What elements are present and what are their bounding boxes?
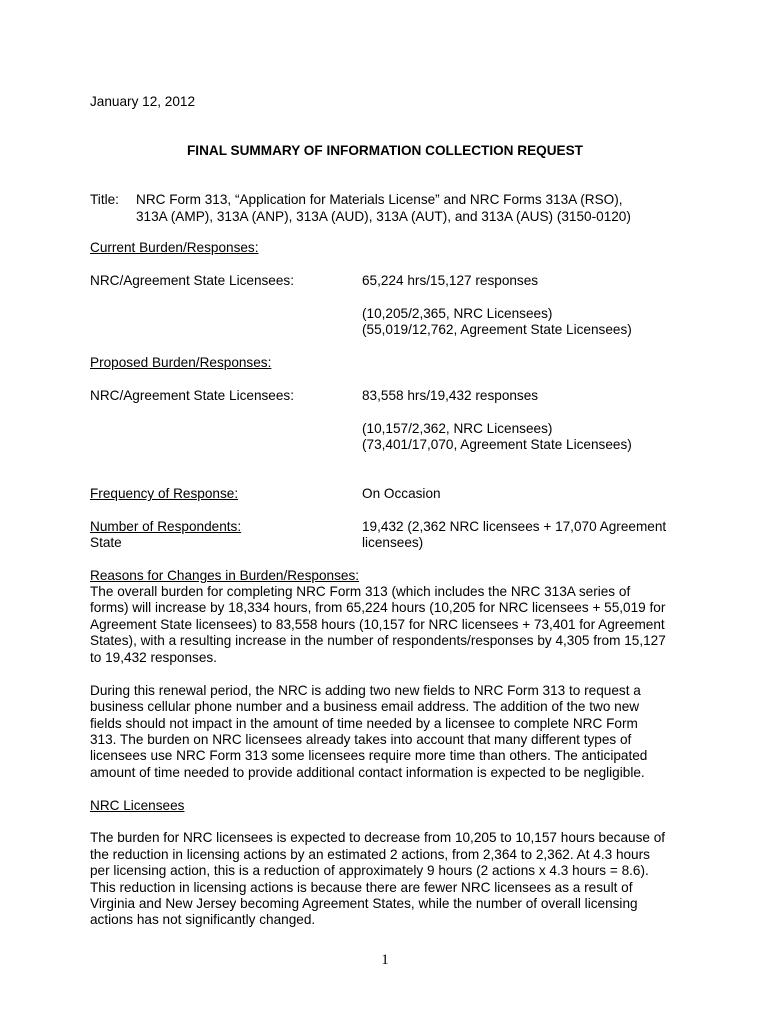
renewal-line: 313. The burden on NRC licensees already takes into account that many different types of (90, 732, 632, 747)
renewal-line: fields should not impact in the amount of time needed by a licensee to complete NRC Form (90, 716, 638, 731)
nrc-line: per licensing action, this is a reduction of approximately 9 hours (2 actions x 4.3 hours = 8.6). (90, 863, 649, 878)
renewal-line: During this renewal period, the NRC is adding two new fields to NRC Form 313 to request a (90, 683, 641, 698)
proposed-burden-total: 83,558 hrs/19,432 responses (362, 388, 539, 403)
renewal-line: business cellular phone number and a business email address. The addition of the two new (90, 699, 640, 714)
nrc-line: This reduction in licensing actions is because there are fewer NRC licensees as a result of (90, 880, 633, 895)
title-line-2: 313A (AMP), 313A (ANP), 313A (AUD), 313A (AUT), and 313A (AUS) (3150-0120) (136, 209, 631, 224)
current-burden-agreement: (55,019/12,762, Agreement State Licensees) (362, 322, 632, 337)
proposed-burden-label: NRC/Agreement State Licensees: (90, 388, 295, 403)
nrc-line: actions has not significantly changed. (90, 912, 316, 927)
proposed-burden-heading: Proposed Burden/Responses: (90, 355, 272, 370)
reasons-line: forms) will increase by 18,334 hours, from 65,224 hours (10,205 for NRC licensees + 55,019 for (90, 600, 666, 615)
respondents-label-2: State (90, 535, 122, 550)
current-burden-total: 65,224 hrs/15,127 responses (362, 273, 539, 288)
nrc-licensees-heading: NRC Licensees (90, 798, 185, 813)
current-burden-label: NRC/Agreement State Licensees: (90, 273, 295, 288)
current-burden-heading: Current Burden/Responses: (90, 240, 259, 255)
proposed-burden-nrc: (10,157/2,362, NRC Licensees) (362, 421, 553, 436)
respondents-label: Number of Respondents: (90, 519, 242, 534)
document-heading: FINAL SUMMARY OF INFORMATION COLLECTION REQUEST (187, 143, 583, 158)
document-date: January 12, 2012 (90, 94, 196, 109)
reasons-line: to 19,432 responses. (90, 650, 217, 665)
reasons-line: Agreement State licensees) to 83,558 hours (10,157 for NRC licensees + 73,401 for Agreement (90, 617, 665, 632)
frequency-label: Frequency of Response: (90, 486, 239, 501)
page-number: 1 (381, 952, 389, 968)
nrc-line: the reduction in licensing actions by an estimated 2 actions, from 2,364 to 2,362. At 4.3 hours (90, 847, 650, 862)
reasons-heading: Reasons for Changes in Burden/Responses: (90, 568, 360, 583)
respondents-value-1: 19,432 (2,362 NRC licensees + 17,070 Agreement (362, 519, 667, 534)
reasons-line: States), with a resulting increase in the number of respondents/responses by 4,305 from 15,127 (90, 633, 666, 648)
renewal-line: amount of time needed to provide additional contact information is expected to be negligible. (90, 765, 645, 780)
nrc-line: Virginia and New Jersey becoming Agreement States, while the number of overall licensing (90, 896, 638, 911)
proposed-burden-agreement: (73,401/17,070, Agreement State Licensees) (362, 437, 632, 452)
title-line-1: NRC Form 313, “Application for Materials License” and NRC Forms 313A (RSO), (136, 192, 623, 207)
nrc-line: The burden for NRC licensees is expected to decrease from 10,205 to 10,157 hours because of (90, 830, 666, 845)
reasons-line: The overall burden for completing NRC Form 313 (which includes the NRC 313A series of (90, 584, 631, 599)
renewal-line: licensees use NRC Form 313 some licensees require more time than others. The anticipated (90, 748, 648, 763)
title-label: Title: (90, 192, 119, 207)
frequency-value: On Occasion (362, 486, 441, 501)
current-burden-nrc: (10,205/2,365, NRC Licensees) (362, 306, 553, 321)
respondents-value-2: licensees) (362, 535, 424, 550)
